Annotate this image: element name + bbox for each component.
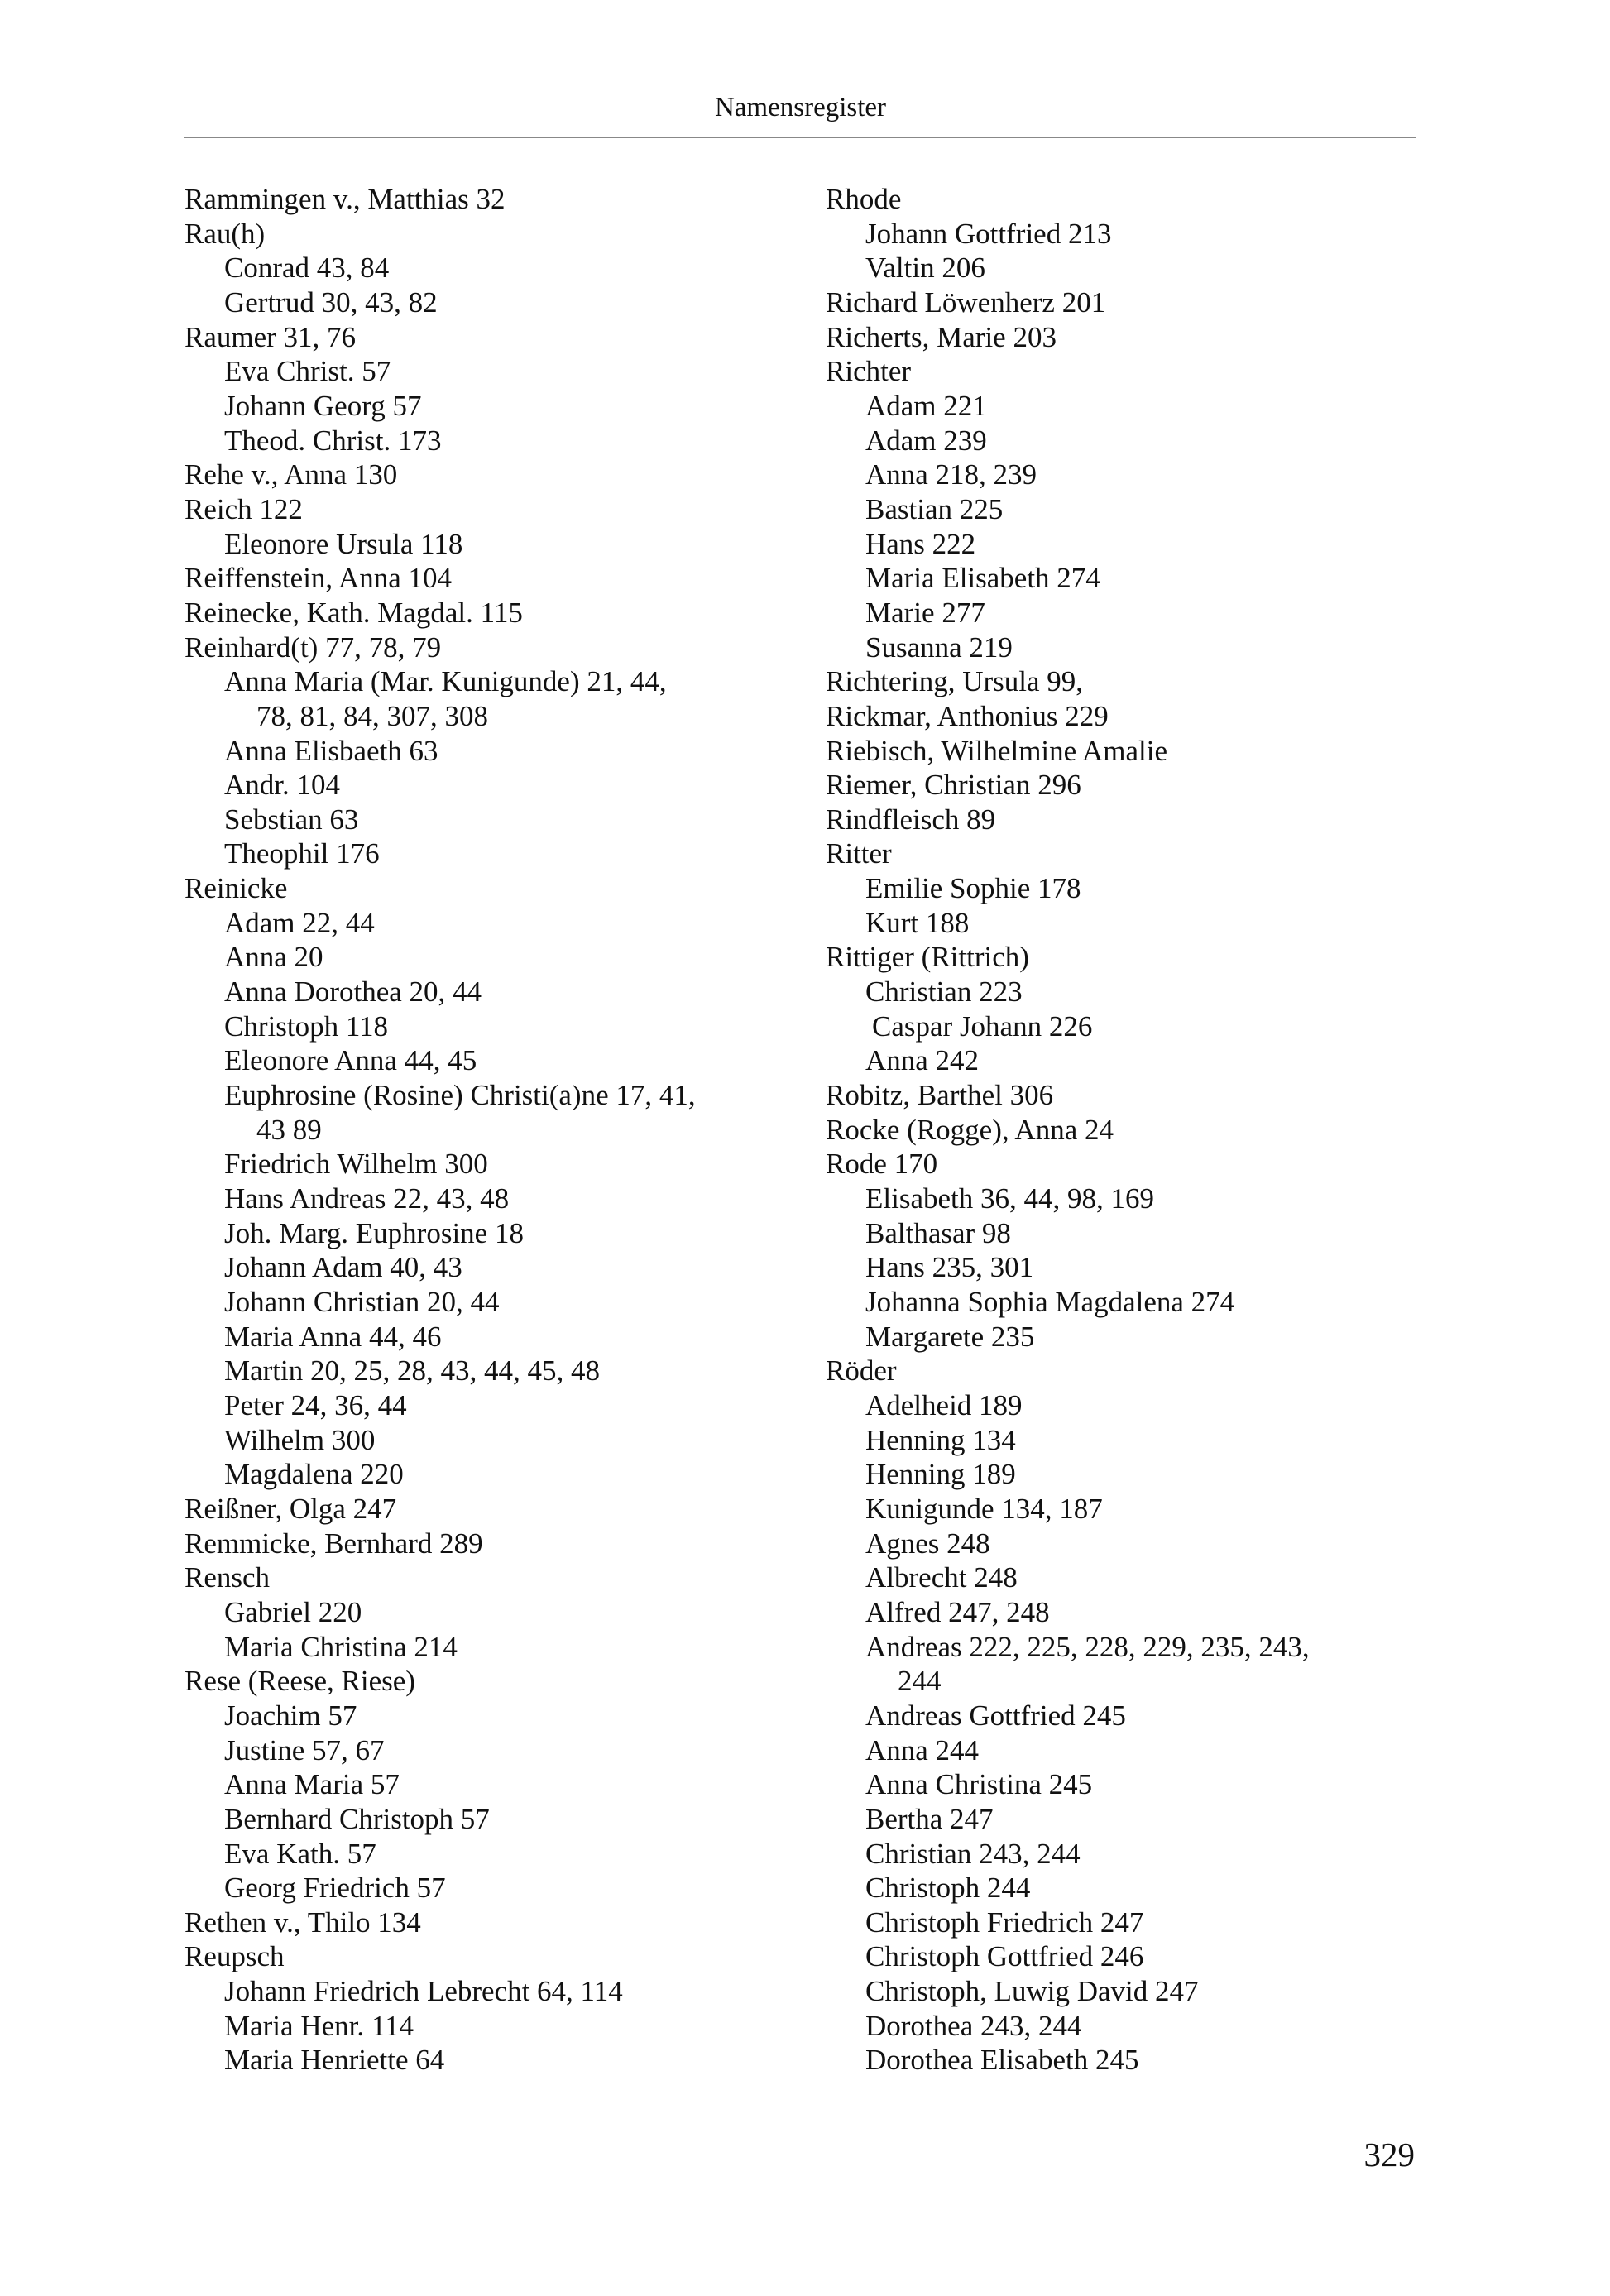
index-subentry: Peter 24, 36, 44 (224, 1388, 407, 1421)
index-entry: Rickmar, Anthonius 229 (826, 699, 1109, 732)
index-subentry: Anna 242 (865, 1044, 980, 1077)
index-entry: Richard Löwenherz 201 (826, 285, 1106, 319)
index-subentry: Hans 222 (865, 527, 976, 560)
index-subentry: Andreas 222, 225, 228, 229, 235, 243, (865, 1630, 1310, 1663)
index-subentry: Theod. Christ. 173 (224, 424, 442, 457)
index-subentry: Henning 134 (865, 1423, 1016, 1456)
index-entry: Rethen v., Thilo 134 (184, 1905, 421, 1939)
index-subentry: Joachim 57 (224, 1699, 357, 1732)
index-subentry: Johann Gottfried 213 (865, 217, 1112, 250)
index-subentry: Margarete 235 (865, 1320, 1035, 1353)
index-subentry: Christoph 118 (224, 1009, 389, 1043)
index-entry: Röder (826, 1354, 897, 1388)
index-subentry: Alfred 247, 248 (865, 1595, 1050, 1628)
index-subentry: Hans Andreas 22, 43, 48 (224, 1182, 510, 1215)
index-subentry: Christoph 244 (865, 1872, 1031, 1905)
index-subentry: Gertrud 30, 43, 82 (224, 285, 438, 319)
index-subentry: Johann Christian 20, 44 (224, 1286, 500, 1318)
index-subentry: Gabriel 220 (224, 1595, 362, 1628)
index-subentry: Theophil 176 (224, 837, 380, 870)
index-subentry: Martin 20, 25, 28, 43, 44, 45, 48 (224, 1354, 601, 1388)
index-subentry: Sebstian 63 (224, 803, 359, 836)
index-subentry: Johann Friedrich Lebrecht 64, 114 (224, 1975, 623, 2008)
index-subentry: Adelheid 189 (865, 1388, 1023, 1421)
index-subentry: Maria Anna 44, 46 (224, 1320, 442, 1353)
index-subentry: Marie 277 (865, 596, 985, 629)
index-subentry: Adam 221 (865, 389, 987, 422)
index-entry: Reiffenstein, Anna 104 (184, 562, 453, 595)
index-subentry: Christoph, Luwig David 247 (865, 1975, 1199, 2008)
index-subentry: Bertha 247 (865, 1802, 994, 1835)
index-subentry: Anna Maria (Mar. Kunigunde) 21, 44, (224, 665, 667, 698)
index-entry: Rhode (826, 183, 902, 215)
index-subentry: Anna Elisbaeth 63 (224, 734, 438, 767)
index-entry: Reich 122 (184, 492, 303, 525)
index-entry: Riemer, Christian 296 (826, 769, 1081, 802)
index-entry: Richtering, Ursula 99, (826, 665, 1084, 698)
running-header: Namensregister (714, 93, 887, 122)
index-entry: Riebisch, Wilhelmine Amalie (826, 734, 1168, 767)
index-subentry: Caspar Johann 226 (872, 1009, 1093, 1043)
index-subentry: Friedrich Wilhelm 300 (224, 1148, 488, 1181)
index-subentry: Eva Kath. 57 (224, 1837, 376, 1870)
index-subentry: Anna Maria 57 (224, 1768, 400, 1801)
index-subentry: Anna Christina 245 (865, 1768, 1093, 1801)
index-entry: Reupsch (184, 1940, 285, 1973)
index-entry: Remmicke, Bernhard 289 (184, 1527, 483, 1560)
index-subentry: Eva Christ. 57 (224, 355, 391, 388)
index-subentry: Elisabeth 36, 44, 98, 169 (865, 1182, 1154, 1215)
index-subentry: Emilie Sophie 178 (865, 872, 1081, 905)
index-subentry: Dorothea Elisabeth 245 (865, 2044, 1139, 2077)
index-subentry: Maria Christina 214 (224, 1630, 458, 1663)
index-entry: Ritter (826, 837, 892, 870)
index-subentry: Johanna Sophia Magdalena 274 (865, 1286, 1235, 1318)
index-entry-continuation: 43 89 (256, 1113, 322, 1146)
index-subentry: Anna 20 (224, 941, 323, 974)
index-subentry: Albrecht 248 (865, 1561, 1018, 1594)
index-subentry: Eleonore Anna 44, 45 (224, 1044, 477, 1077)
index-subentry: Justine 57, 67 (224, 1733, 385, 1766)
index-subentry: Johann Adam 40, 43 (224, 1251, 462, 1284)
index-subentry: Balthasar 98 (865, 1216, 1011, 1249)
index-subentry: Anna 244 (865, 1733, 980, 1766)
index-entry: Robitz, Barthel 306 (826, 1079, 1054, 1112)
index-subentry: Maria Henriette 64 (224, 2044, 445, 2077)
index-column-left (184, 182, 696, 2078)
index-subentry: Anna Dorothea 20, 44 (224, 975, 482, 1009)
index-entry: Rittiger (Rittrich) (826, 941, 1029, 974)
index-subentry: Bernhard Christoph 57 (224, 1802, 490, 1835)
index-subentry: Conrad 43, 84 (224, 252, 390, 285)
index-subentry: Christian 243, 244 (865, 1837, 1081, 1870)
index-entry: Rammingen v., Matthias 32 (184, 183, 506, 215)
index-subentry: Hans 235, 301 (865, 1251, 1034, 1284)
index-entry-continuation: 244 (898, 1665, 942, 1698)
index-subentry: Euphrosine (Rosine) Christi(a)ne 17, 41, (224, 1079, 696, 1112)
index-subentry: Magdalena 220 (224, 1458, 404, 1491)
index-entry: Reinhard(t) 77, 78, 79 (184, 630, 442, 664)
index-subentry: Maria Henr. 114 (224, 2009, 414, 2042)
index-entry: Reißner, Olga 247 (184, 1492, 397, 1525)
index-subentry: Agnes 248 (865, 1527, 990, 1560)
index-subentry: Adam 22, 44 (224, 906, 375, 939)
index-entry: Richerts, Marie 203 (826, 320, 1057, 353)
index-entry: Rocke (Rogge), Anna 24 (826, 1113, 1114, 1146)
index-entry: Rindfleisch 89 (826, 803, 996, 836)
index-subentry: Susanna 219 (865, 630, 1013, 664)
index-entry-continuation: 78, 81, 84, 307, 308 (256, 699, 488, 732)
index-entry: Rese (Reese, Riese) (184, 1665, 415, 1698)
index-subentry: Andr. 104 (224, 769, 340, 802)
index-subentry: Georg Friedrich 57 (224, 1872, 446, 1905)
index-entry: Rensch (184, 1561, 271, 1594)
index-subentry: Johann Georg 57 (224, 389, 422, 422)
index-entry: Raumer 31, 76 (184, 320, 357, 353)
index-subentry: Andreas Gottfried 245 (865, 1699, 1126, 1732)
index-subentry: Maria Elisabeth 274 (865, 562, 1100, 595)
index-subentry: Henning 189 (865, 1458, 1016, 1491)
index-subentry: Bastian 225 (865, 492, 1004, 525)
index-subentry: Eleonore Ursula 118 (224, 527, 463, 560)
index-entry: Rehe v., Anna 130 (184, 458, 398, 491)
index-entry: Reinicke (184, 872, 288, 905)
index-subentry: Kurt 188 (865, 906, 970, 939)
index-subentry: Valtin 206 (865, 252, 985, 285)
header-rule (184, 137, 1416, 138)
index-entry: Rau(h) (184, 217, 266, 250)
index-subentry: Christoph Gottfried 246 (865, 1940, 1144, 1973)
index-subentry: Kunigunde 134, 187 (865, 1492, 1103, 1525)
index-subentry: Wilhelm 300 (224, 1423, 376, 1456)
index-subentry: Anna 218, 239 (865, 458, 1037, 491)
index-subentry: Christian 223 (865, 975, 1023, 1009)
page-number: 329 (1363, 2135, 1415, 2174)
index-subentry: Christoph Friedrich 247 (865, 1905, 1144, 1939)
index-subentry: Adam 239 (865, 424, 987, 457)
index-entry: Richter (826, 355, 912, 388)
index-column-right (826, 182, 1310, 2078)
index-entry: Rode 170 (826, 1148, 938, 1181)
index-entry: Reinecke, Kath. Magdal. 115 (184, 596, 523, 629)
index-subentry: Joh. Marg. Euphrosine 18 (224, 1216, 524, 1249)
index-subentry: Dorothea 243, 244 (865, 2009, 1082, 2042)
